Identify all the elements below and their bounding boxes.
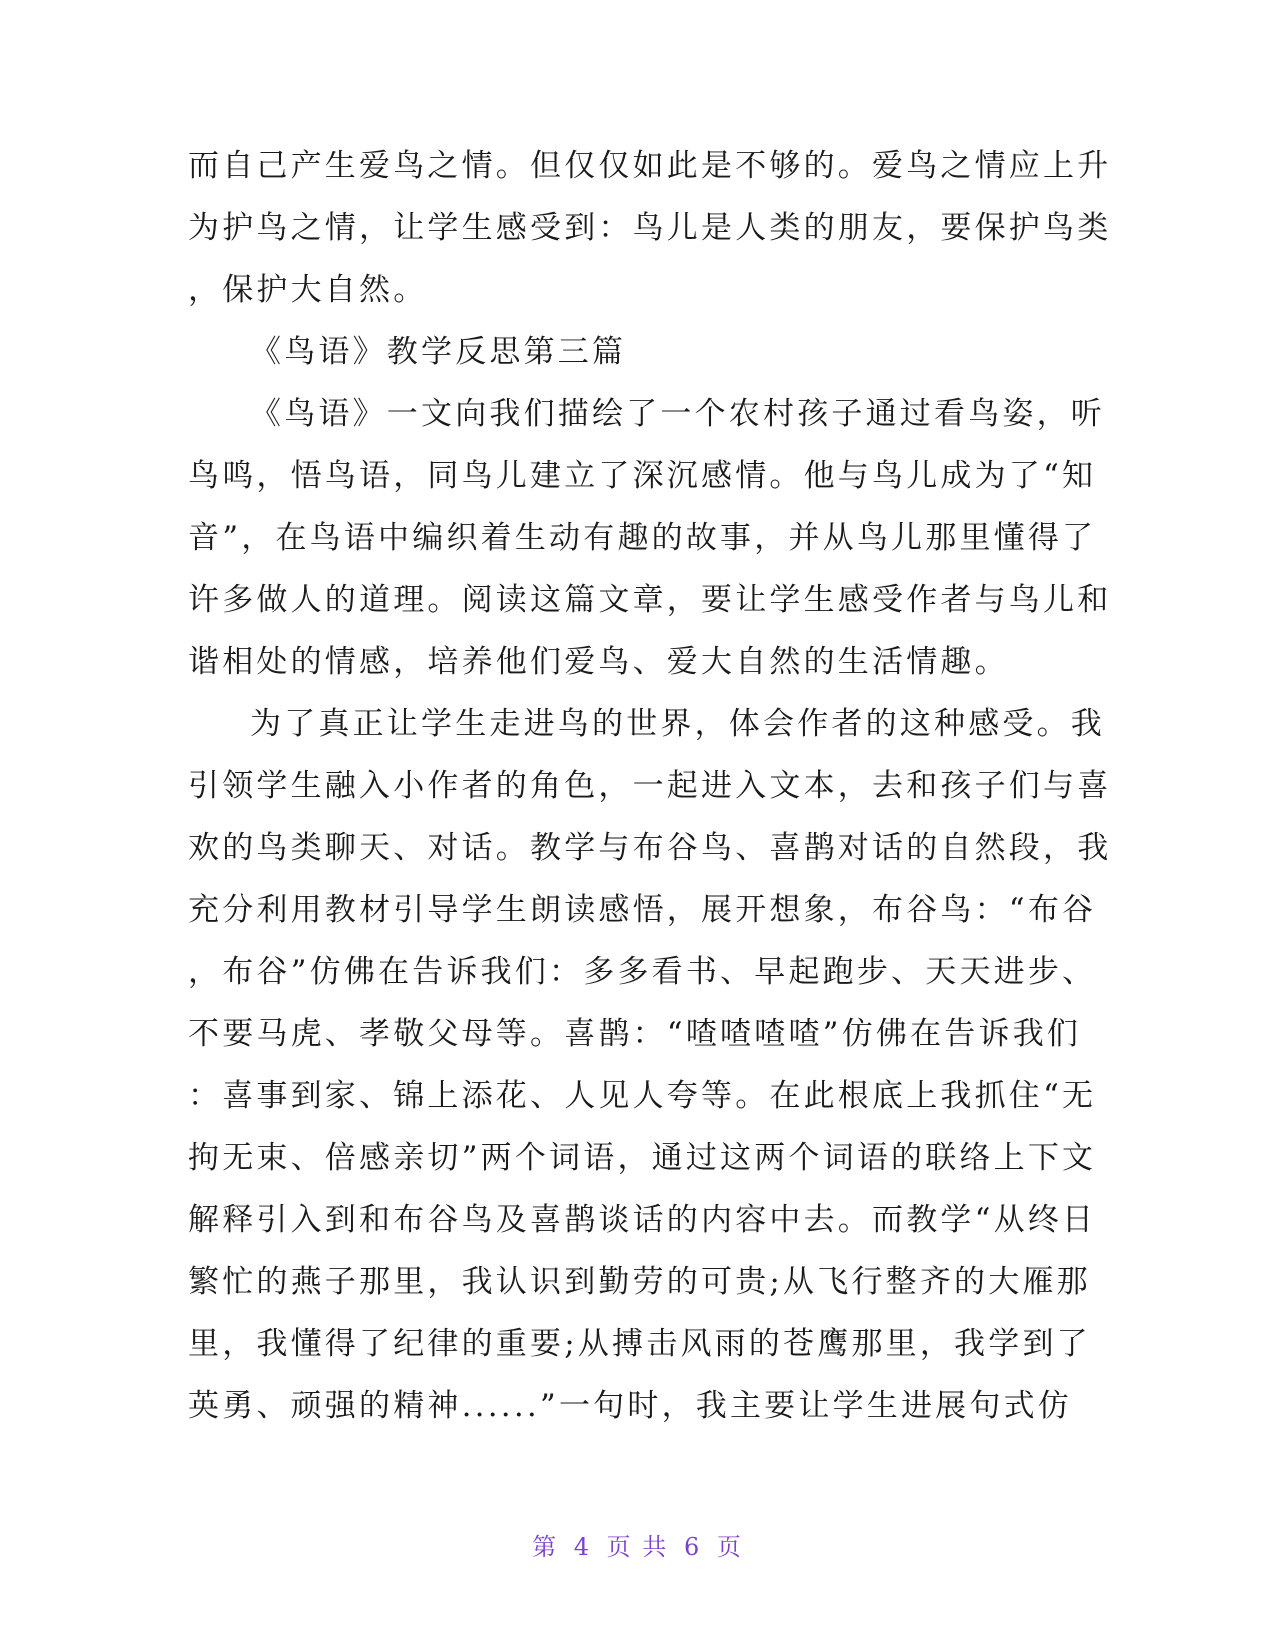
footer-middle: 页 共 [606, 1533, 669, 1561]
text-line: 欢的鸟类聊天、对话。教学与布谷鸟、喜鹊对话的自然段，我 [188, 830, 1112, 866]
text-line: 许多做人的道理。阅读这篇文章，要让学生感受作者与鸟儿和 [188, 582, 1112, 618]
text-line: 里，我懂得了纪律的重要;从搏击风雨的苍鹰那里，我学到了 [188, 1326, 1091, 1362]
text-line: 音”，在鸟语中编织着生动有趣的故事，并从鸟儿那里懂得了 [188, 520, 1097, 556]
current-page-number: 4 [573, 1533, 592, 1561]
text-line: 为护鸟之情，让学生感受到：鸟儿是人类的朋友，要保护鸟类 [188, 210, 1112, 246]
page-footer [0, 1532, 1275, 1562]
text-line: 《鸟语》一文向我们描绘了一个农村孩子通过看鸟姿，听 [250, 396, 1105, 432]
text-line: 谐相处的情感，培养他们爱鸟、爱大自然的生活情趣。 [188, 644, 1009, 680]
text-line: 不要马虎、孝敬父母等。喜鹊：“喳喳喳喳”仿佛在告诉我们 [188, 1016, 1082, 1052]
footer-prefix: 第 [532, 1533, 559, 1561]
total-pages-number: 6 [683, 1533, 702, 1561]
text-line: 拘无束、倍感亲切”两个词语，通过这两个词语的联络上下文 [188, 1140, 1097, 1176]
text-line: 繁忙的燕子那里，我认识到勤劳的可贵;从飞行整齐的大雁那 [188, 1264, 1091, 1300]
text-line: 充分利用教材引导学生朗读感悟，展开想象，布谷鸟：“布谷 [188, 892, 1097, 928]
text-line: ，保护大自然。 [188, 272, 428, 308]
text-line: 而自己产生爱鸟之情。但仅仅如此是不够的。爱鸟之情应上升 [188, 148, 1112, 184]
text-line: 英勇、顽强的精神......”一句时，我主要让学生进展句式仿 [188, 1388, 1072, 1424]
text-line: ，布谷”仿佛在告诉我们：多多看书、早起跑步、天天进步、 [188, 954, 1097, 990]
text-line: ：喜事到家、锦上添花、人见人夸等。在此根底上我抓住“无 [188, 1078, 1097, 1114]
text-line: 鸟鸣，悟鸟语，同鸟儿建立了深沉感情。他与鸟儿成为了“知 [188, 458, 1097, 494]
section-heading: 《鸟语》教学反思第三篇 [250, 334, 627, 370]
footer-suffix: 页 [716, 1533, 743, 1561]
text-line: 解释引入到和布谷鸟及喜鹊谈话的内容中去。而教学“从终日 [188, 1202, 1097, 1238]
text-line: 为了真正让学生走进鸟的世界，体会作者的这种感受。我 [250, 706, 1105, 742]
text-line: 引领学生融入小作者的角色，一起进入文本，去和孩子们与喜 [188, 768, 1112, 804]
